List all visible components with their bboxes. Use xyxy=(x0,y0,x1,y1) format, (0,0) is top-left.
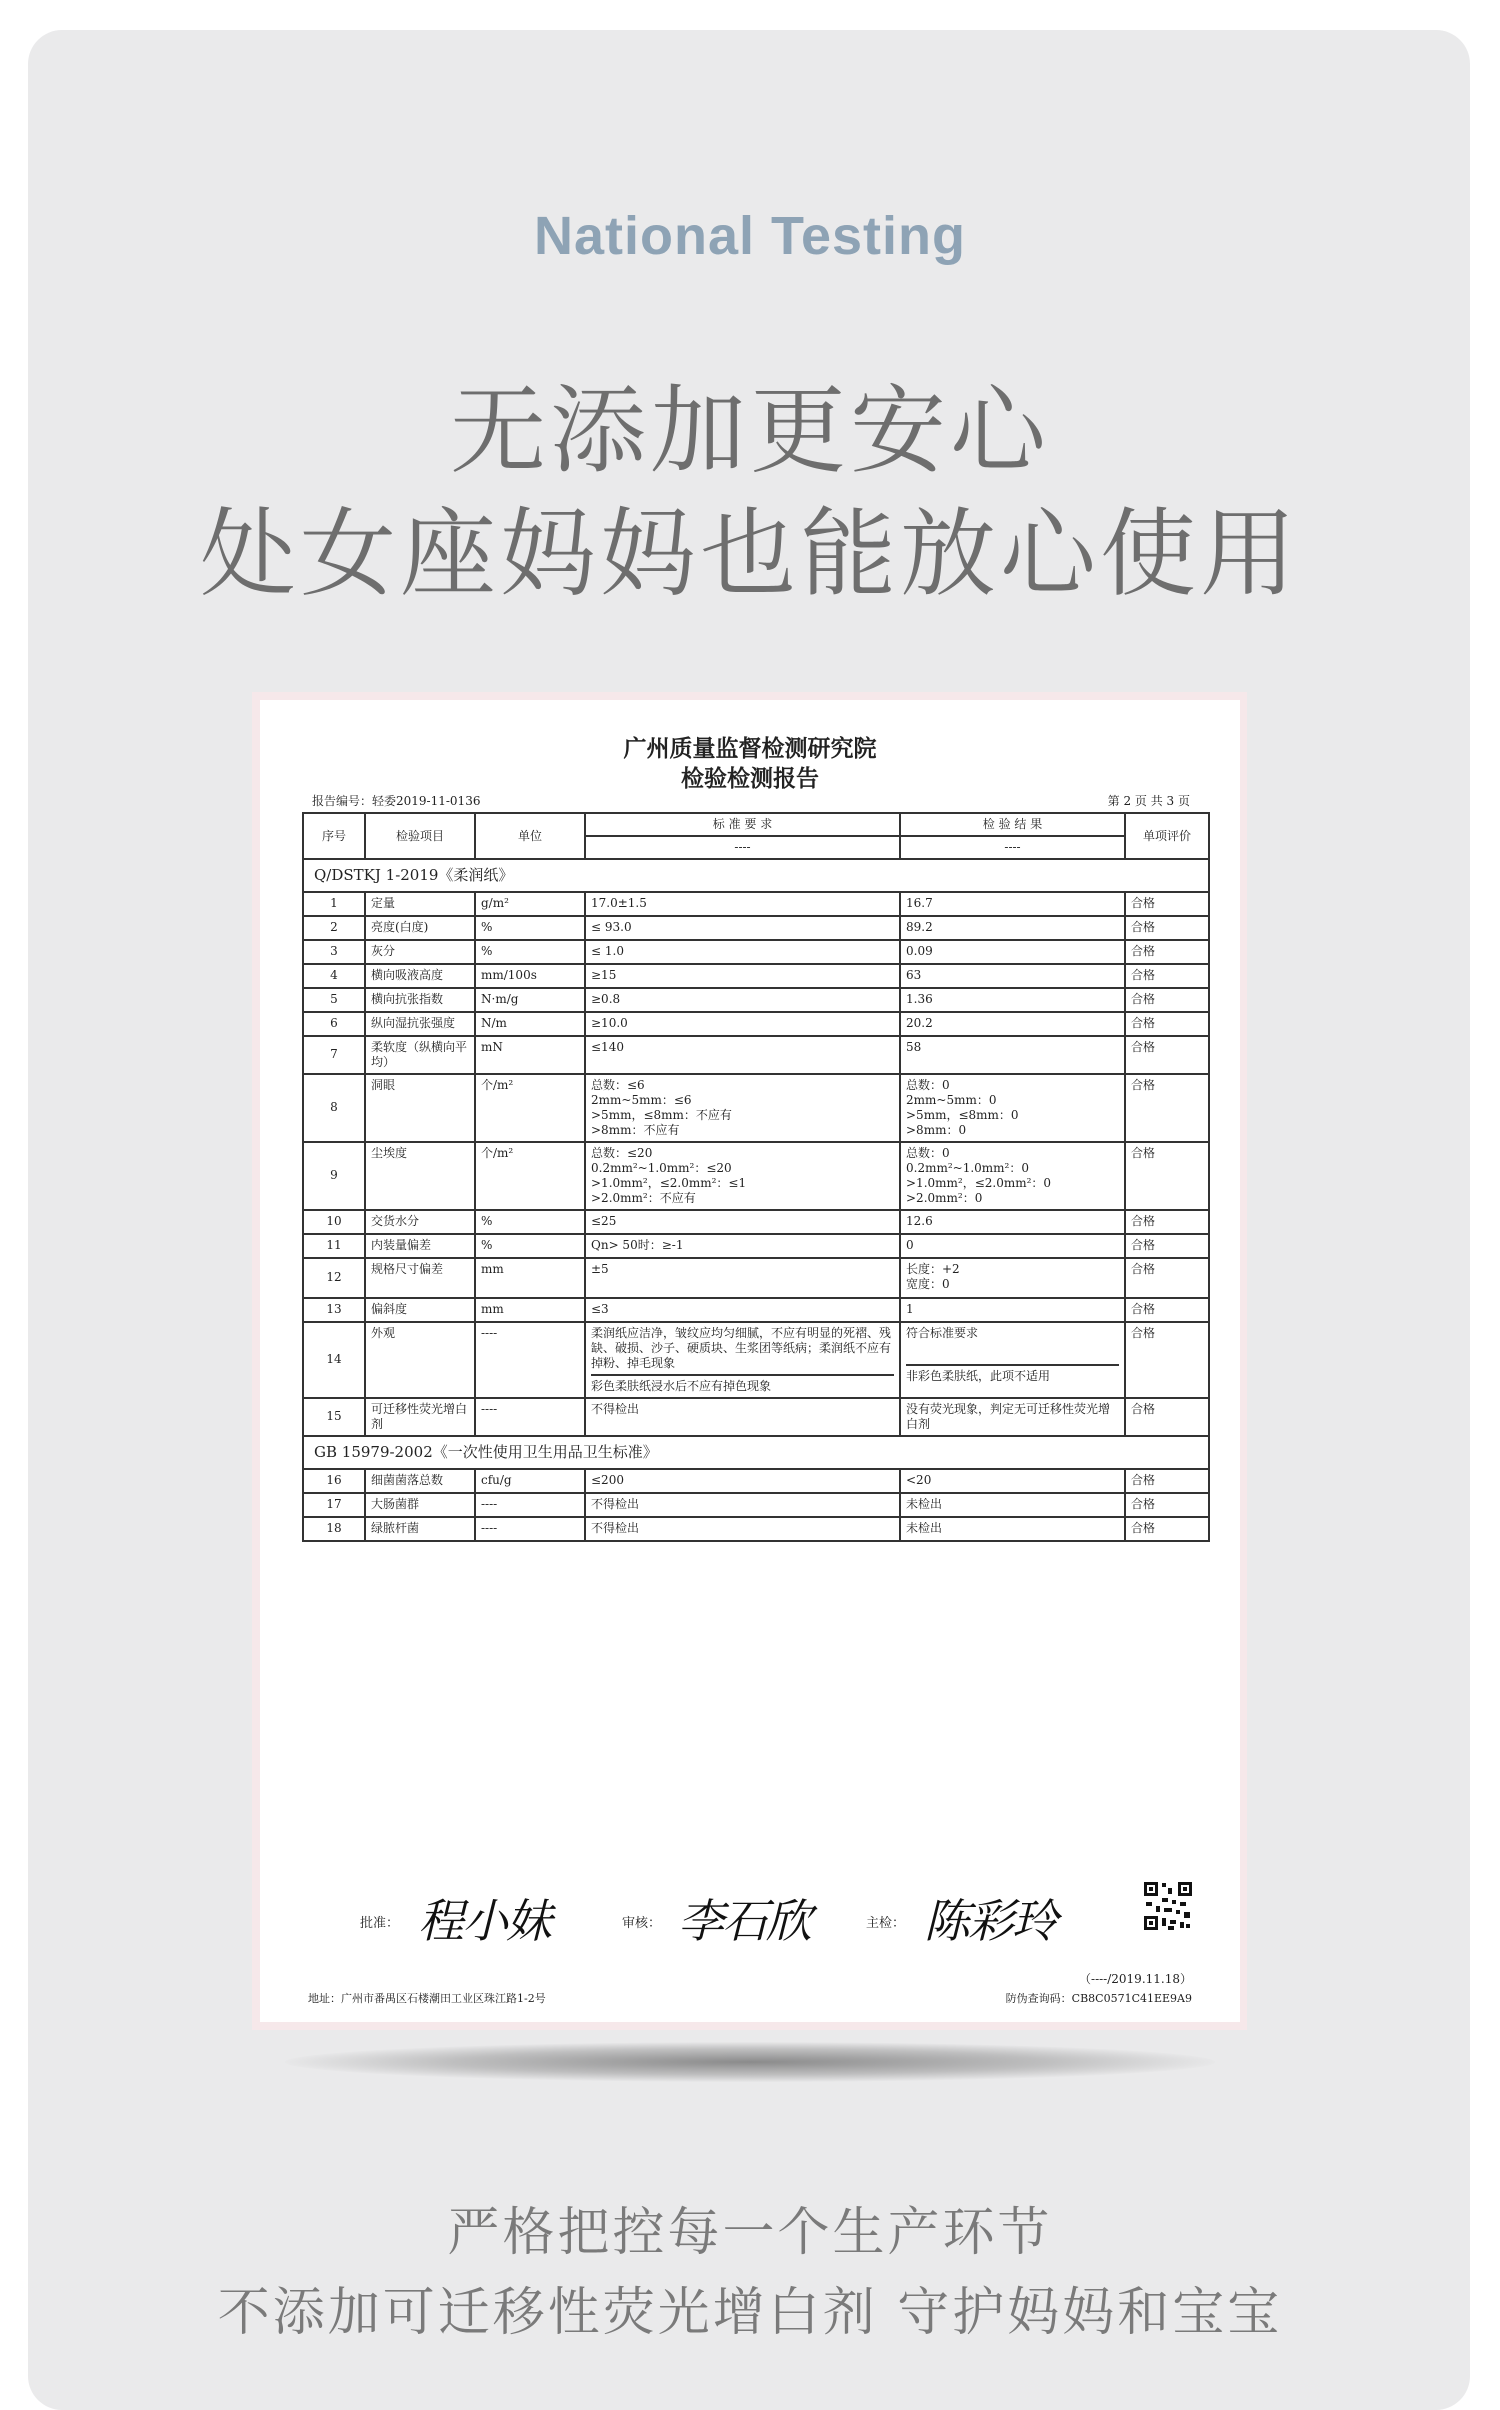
row-unit: % xyxy=(475,916,585,940)
row-standard: Qn> 50时：≥-1 xyxy=(585,1234,900,1258)
row-item: 横向吸液高度 xyxy=(365,964,475,988)
row-result: 20.2 xyxy=(900,1012,1125,1036)
row-standard: ≥15 xyxy=(585,964,900,988)
page-indicator: 第 2 页 共 3 页 xyxy=(1107,794,1190,808)
row-unit: cfu/g xyxy=(475,1469,585,1493)
header-item: 检验项目 xyxy=(365,813,475,859)
row-verdict: 合格 xyxy=(1125,1398,1209,1436)
row-item: 尘埃度 xyxy=(365,1142,475,1210)
row-verdict: 合格 xyxy=(1125,940,1209,964)
row-standard: ≤ 1.0 xyxy=(585,940,900,964)
row-unit: % xyxy=(475,940,585,964)
row-unit: 个/m² xyxy=(475,1142,585,1210)
report-title: 检验检测报告 xyxy=(681,765,819,792)
table-row xyxy=(303,1298,1209,1322)
row-result: 12.6 xyxy=(900,1210,1125,1234)
row-item: 亮度(白度) xyxy=(365,916,475,940)
row-verdict: 合格 xyxy=(1125,916,1209,940)
row-unit: mm xyxy=(475,1258,585,1298)
row-result: 1 xyxy=(900,1298,1125,1322)
table-row xyxy=(303,892,1209,916)
row-standard: 不得检出 xyxy=(585,1493,900,1517)
table-row xyxy=(303,1469,1209,1493)
row-verdict: 合格 xyxy=(1125,1234,1209,1258)
row-result: 未检出 xyxy=(900,1493,1125,1517)
table-row xyxy=(303,988,1209,1012)
row-standard: ≤200 xyxy=(585,1469,900,1493)
row-standard: ≤3 xyxy=(585,1298,900,1322)
row-number: 16 xyxy=(303,1469,365,1493)
row-standard: ≤140 xyxy=(585,1036,900,1074)
table-row xyxy=(303,940,1209,964)
row-unit: g/m² xyxy=(475,892,585,916)
row-standard: ≤ 93.0 xyxy=(585,916,900,940)
row-number: 13 xyxy=(303,1298,365,1322)
row-item: 定量 xyxy=(365,892,475,916)
footer-line-1: 严格把控每一个生产环节 xyxy=(447,2203,1053,2263)
main-inspector-signature: 陈彩玲 xyxy=(924,1894,1056,1948)
row-verdict: 合格 xyxy=(1125,1469,1209,1493)
footer-line-2: 不添加可迁移性荧光增白剂 守护妈妈和宝宝 xyxy=(217,2283,1283,2343)
row-standard: ≤25 xyxy=(585,1210,900,1234)
table-row xyxy=(303,1398,1209,1436)
table-row xyxy=(303,1234,1209,1258)
row-standard: 不得检出 xyxy=(585,1517,900,1541)
row-standard: 总数：≤6 2mm~5mm：≤6 >5mm，≤8mm：不应有 >8mm：不应有 xyxy=(585,1074,900,1142)
row-number: 8 xyxy=(303,1074,365,1142)
row-result: 63 xyxy=(900,964,1125,988)
row-result: 长度：+2 宽度：0 xyxy=(900,1258,1125,1298)
row-unit: mm xyxy=(475,1298,585,1322)
row-standard: 不得检出 xyxy=(585,1398,900,1436)
row-item: 细菌菌落总数 xyxy=(365,1469,475,1493)
row-number: 6 xyxy=(303,1012,365,1036)
row-item: 可迁移性荧光增白剂 xyxy=(365,1398,475,1436)
row-result xyxy=(900,1322,1125,1398)
row-result-extra: 非彩色柔肤纸，此项不适用 xyxy=(906,1368,1051,1383)
table-row xyxy=(303,1493,1209,1517)
header-result: 检 验 结 果 xyxy=(900,813,1125,836)
table-row xyxy=(303,1517,1209,1541)
row-result: 未检出 xyxy=(900,1517,1125,1541)
report-number: 报告编号：轻委2019-11-0136 xyxy=(312,794,481,808)
section-standard-1: Q/DSTKJ 1-2019《柔润纸》 xyxy=(303,859,1209,892)
row-verdict: 合格 xyxy=(1125,1322,1209,1398)
row-result: 没有荧光现象，判定无可迁移性荧光增白剂 xyxy=(900,1398,1125,1436)
row-result: 16.7 xyxy=(900,892,1125,916)
header-verdict: 单项评价 xyxy=(1125,813,1209,859)
row-number: 3 xyxy=(303,940,365,964)
row-item: 内装量偏差 xyxy=(365,1234,475,1258)
row-number: 15 xyxy=(303,1398,365,1436)
test-report-document xyxy=(260,700,1240,2022)
anti-fake-code: 防伪查询码：CB8C0571C41EE9A9 xyxy=(1005,1992,1192,2005)
row-result: <20 xyxy=(900,1469,1125,1493)
row-unit: N·m/g xyxy=(475,988,585,1012)
row-result: 89.2 xyxy=(900,916,1125,940)
row-verdict: 合格 xyxy=(1125,1210,1209,1234)
section-standard-2: GB 15979-2002《一次性使用卫生用品卫生标准》 xyxy=(303,1436,1209,1469)
header-result-dash: ---- xyxy=(900,836,1125,859)
headline-line-2: 处女座妈妈也能放心使用 xyxy=(200,498,1300,610)
approve-signature: 程小妹 xyxy=(418,1894,550,1948)
row-verdict: 合格 xyxy=(1125,1258,1209,1298)
row-result: 0 xyxy=(900,1234,1125,1258)
row-result: 1.36 xyxy=(900,988,1125,1012)
row-result: 总数：0 2mm~5mm：0 >5mm，≤8mm：0 >8mm：0 xyxy=(900,1074,1125,1142)
row-standard xyxy=(585,1322,900,1398)
row-result: 0.09 xyxy=(900,940,1125,964)
row-standard: ±5 xyxy=(585,1258,900,1298)
row-unit: ---- xyxy=(475,1322,585,1398)
row-number: 4 xyxy=(303,964,365,988)
row-standard: ≥0.8 xyxy=(585,988,900,1012)
table-row xyxy=(303,1142,1209,1210)
row-number: 9 xyxy=(303,1142,365,1210)
row-standard-extra: 彩色柔肤纸浸水后不应有掉色现象 xyxy=(591,1378,772,1393)
row-number: 1 xyxy=(303,892,365,916)
row-item: 交货水分 xyxy=(365,1210,475,1234)
row-standard: ≥10.0 xyxy=(585,1012,900,1036)
row-item: 洞眼 xyxy=(365,1074,475,1142)
row-item: 柔软度（纵横向平均） xyxy=(365,1036,475,1074)
review-signature: 李石欣 xyxy=(678,1894,810,1948)
row-result: 58 xyxy=(900,1036,1125,1074)
table-row xyxy=(303,1210,1209,1234)
row-result: 总数：0 0.2mm²~1.0mm²：0 >1.0mm²，≤2.0mm²：0 >2.0mm²：0 xyxy=(900,1142,1125,1210)
row-verdict: 合格 xyxy=(1125,1036,1209,1074)
table-row xyxy=(303,1036,1209,1074)
report-table xyxy=(302,812,1210,1542)
row-item: 外观 xyxy=(365,1322,475,1398)
row-unit: % xyxy=(475,1210,585,1234)
approve-label: 批准： xyxy=(360,1916,400,1931)
row-number: 12 xyxy=(303,1258,365,1298)
header-no: 序号 xyxy=(303,813,365,859)
row-verdict: 合格 xyxy=(1125,1012,1209,1036)
report-date: （----/2019.11.18） xyxy=(1079,1972,1192,1986)
row-verdict: 合格 xyxy=(1125,1074,1209,1142)
row-number: 14 xyxy=(303,1322,365,1398)
row-result-main: 符合标准要求 xyxy=(906,1326,1119,1366)
main-inspector-label: 主检： xyxy=(866,1916,906,1931)
row-item: 绿脓杆菌 xyxy=(365,1517,475,1541)
table-row xyxy=(303,1258,1209,1298)
header-standard-dash: ---- xyxy=(585,836,900,859)
row-number: 17 xyxy=(303,1493,365,1517)
row-verdict: 合格 xyxy=(1125,1517,1209,1541)
row-verdict: 合格 xyxy=(1125,892,1209,916)
row-standard-main: 柔润纸应洁净，皱纹应均匀细腻，不应有明显的死褶、残缺、破损、沙子、硬质块、生浆团等纸病；柔润纸不应有掉粉、掉毛现象 xyxy=(591,1326,894,1376)
row-item: 纵向湿抗张强度 xyxy=(365,1012,475,1036)
row-unit: ---- xyxy=(475,1398,585,1436)
row-unit: N/m xyxy=(475,1012,585,1036)
row-number: 5 xyxy=(303,988,365,1012)
row-number: 7 xyxy=(303,1036,365,1074)
table-row xyxy=(303,1074,1209,1142)
row-number: 10 xyxy=(303,1210,365,1234)
table-row xyxy=(303,916,1209,940)
row-item: 规格尺寸偏差 xyxy=(365,1258,475,1298)
table-row xyxy=(303,1012,1209,1036)
table-row xyxy=(303,1322,1209,1398)
row-standard: 总数：≤20 0.2mm²~1.0mm²：≤20 >1.0mm²，≤2.0mm²：≤1 >2.0mm²：不应有 xyxy=(585,1142,900,1210)
row-unit: % xyxy=(475,1234,585,1258)
qr-code-icon xyxy=(1142,1880,1194,1932)
row-standard: 17.0±1.5 xyxy=(585,892,900,916)
header-standard: 标 准 要 求 xyxy=(585,813,900,836)
institute-name: 广州质量监督检测研究院 xyxy=(623,735,877,762)
row-number: 11 xyxy=(303,1234,365,1258)
row-item: 灰分 xyxy=(365,940,475,964)
row-verdict: 合格 xyxy=(1125,988,1209,1012)
row-unit: mm/100s xyxy=(475,964,585,988)
header-unit: 单位 xyxy=(475,813,585,859)
eyebrow-title: National Testing xyxy=(533,206,967,266)
row-verdict: 合格 xyxy=(1125,1298,1209,1322)
row-verdict: 合格 xyxy=(1125,1142,1209,1210)
row-item: 大肠菌群 xyxy=(365,1493,475,1517)
headline-line-1: 无添加更安心 xyxy=(450,375,1050,487)
row-number: 2 xyxy=(303,916,365,940)
row-unit: mN xyxy=(475,1036,585,1074)
row-unit: 个/m² xyxy=(475,1074,585,1142)
row-unit: ---- xyxy=(475,1517,585,1541)
review-label: 审核： xyxy=(622,1916,662,1931)
row-number: 18 xyxy=(303,1517,365,1541)
document-shadow xyxy=(285,2042,1215,2082)
row-item: 横向抗张指数 xyxy=(365,988,475,1012)
row-verdict: 合格 xyxy=(1125,964,1209,988)
table-row xyxy=(303,964,1209,988)
row-unit: ---- xyxy=(475,1493,585,1517)
row-verdict: 合格 xyxy=(1125,1493,1209,1517)
institute-address: 地址：广州市番禺区石楼潮田工业区珠江路1-2号 xyxy=(308,1992,546,2005)
row-item: 偏斜度 xyxy=(365,1298,475,1322)
